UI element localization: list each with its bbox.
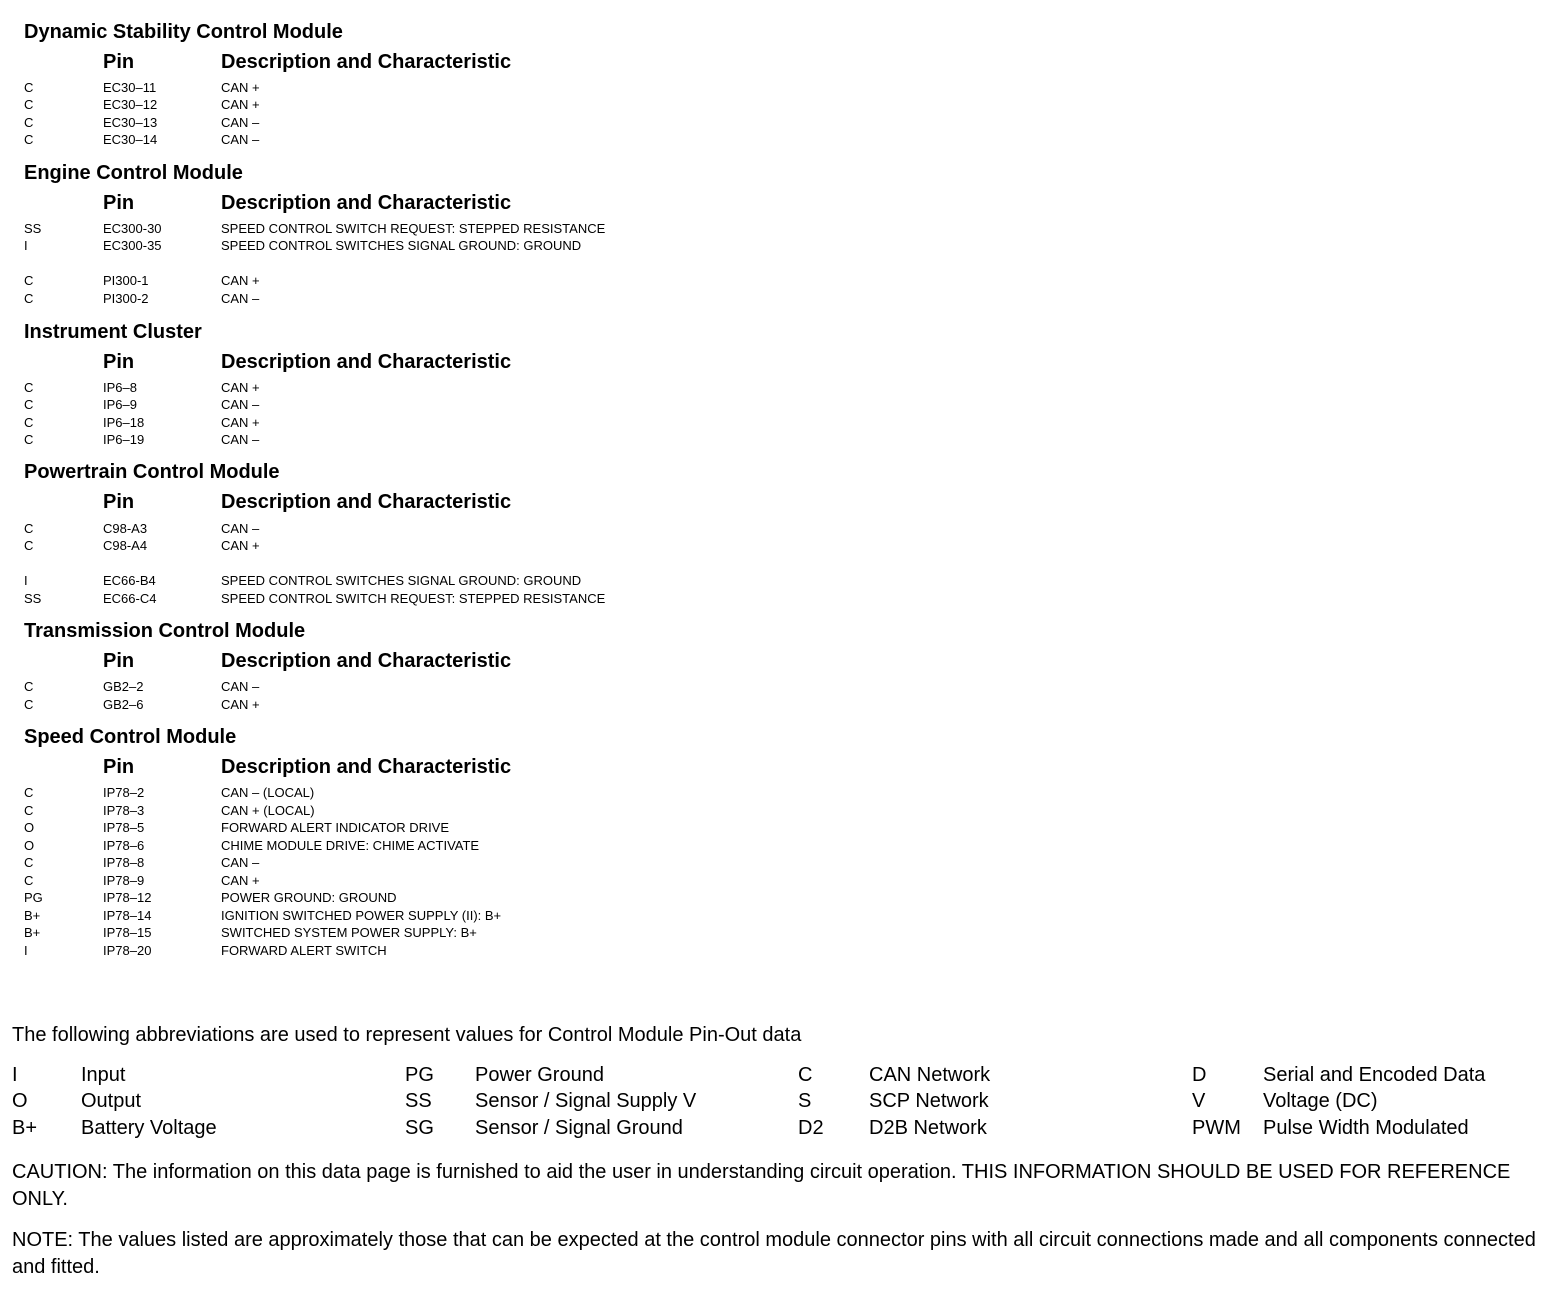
module-title: Speed Control Module [24,726,237,748]
pin-id: IP78–8 [103,855,145,870]
pin-description: SWITCHED SYSTEM POWER SUPPLY: B+ [221,925,477,940]
pin-id: EC30–14 [103,132,158,147]
abbreviation-code: PG [405,1064,434,1086]
pin-type: C [24,855,34,870]
pin-id: IP78–3 [103,803,145,818]
abbreviations-legend [0,1062,1568,1142]
pin-description: CAN + [221,538,260,553]
pin-id: GB2–6 [103,697,144,712]
abbreviation-code: S [798,1090,812,1112]
pin-type: C [24,538,34,553]
pin-id: IP78–12 [103,890,152,905]
pin-type: C [24,273,34,288]
pin-type: C [24,697,34,712]
pin-type: C [24,97,34,112]
reference-note: NOTE: The values listed are approximately those that can be expected at the control module connector pins with all circuit connections made and all components connected and fitted. [12,1229,1536,1278]
pin-description: CAN – [221,115,260,130]
abbreviation-code: B+ [12,1117,38,1139]
pin-column-header: Pin [103,51,135,73]
module-title: Instrument Cluster [24,321,202,343]
pin-description: CAN – [221,132,260,147]
pin-description: SPEED CONTROL SWITCH REQUEST: STEPPED RESISTANCE [221,221,606,236]
pin-type: SS [24,221,42,236]
pin-type: C [24,785,34,800]
description-column-header: Description and Characteristic [221,351,512,373]
pin-id: IP78–6 [103,838,145,853]
abbreviation-code: PWM [1192,1117,1241,1139]
pin-id: IP78–5 [103,820,145,835]
pin-description: CAN – [221,855,260,870]
pin-description: CAN + [221,697,260,712]
pin-description: CAN + (LOCAL) [221,803,315,818]
pin-id: EC300-35 [103,238,162,253]
abbreviation-meaning: Power Ground [475,1064,604,1086]
pin-type: B+ [24,908,41,923]
abbreviation-meaning: Sensor / Signal Supply V [475,1090,697,1112]
pin-type: C [24,380,34,395]
pin-id: IP78–14 [103,908,152,923]
pin-id: C98-A3 [103,521,148,536]
pin-description: IGNITION SWITCHED POWER SUPPLY (II): B+ [221,908,502,923]
pin-id: IP78–15 [103,925,152,940]
pin-id: EC66-C4 [103,591,157,606]
pin-description: CAN + [221,873,260,888]
abbreviation-code: D [1192,1064,1207,1086]
pin-type: I [24,573,28,588]
pin-type: C [24,521,34,536]
abbreviation-code: SG [405,1117,434,1139]
abbreviation-code: D2 [798,1117,824,1139]
pin-description: CAN + [221,97,260,112]
description-column-header: Description and Characteristic [221,491,512,513]
pin-id: GB2–2 [103,679,144,694]
abbreviation-meaning: SCP Network [869,1090,989,1112]
pin-id: EC30–12 [103,97,158,112]
pin-type: C [24,873,34,888]
abbreviations-intro: The following abbreviations are used to represent values for Control Module Pin-Out data [12,1024,802,1046]
abbreviation-meaning: Pulse Width Modulated [1263,1117,1469,1139]
pin-type: SS [24,591,42,606]
abbreviation-meaning: D2B Network [869,1117,987,1139]
pin-type: C [24,291,34,306]
pin-column-header: Pin [103,756,135,778]
module-title: Engine Control Module [24,162,243,184]
pin-description: CAN + [221,80,260,95]
pin-id: IP6–18 [103,415,145,430]
pin-id: IP78–2 [103,785,145,800]
pin-id: IP6–8 [103,380,137,395]
pin-description: CAN – [221,397,260,412]
abbreviation-meaning: Sensor / Signal Ground [475,1117,683,1139]
pin-type: C [24,803,34,818]
pin-type: C [24,132,34,147]
pin-description: CAN – [221,521,260,536]
description-column-header: Description and Characteristic [221,756,512,778]
pin-type: C [24,432,34,447]
abbreviation-meaning: Voltage (DC) [1263,1090,1378,1112]
pin-description: CAN – [221,291,260,306]
pin-description: CAN + [221,273,260,288]
abbreviation-code: I [12,1064,18,1086]
abbreviation-code: C [798,1064,813,1086]
pin-type: C [24,80,34,95]
pin-description: SPEED CONTROL SWITCH REQUEST: STEPPED RESISTANCE [221,591,606,606]
pin-column-header: Pin [103,650,135,672]
pin-type: C [24,397,34,412]
pin-description: POWER GROUND: GROUND [221,890,397,905]
pin-id: C98-A4 [103,538,148,553]
module-title: Transmission Control Module [24,620,306,642]
abbreviation-meaning: Serial and Encoded Data [1263,1064,1486,1086]
pin-description: CAN – [221,679,260,694]
pin-id: PI300-2 [103,291,149,306]
pin-description: CAN + [221,415,260,430]
pin-description: CAN – (LOCAL) [221,785,315,800]
pin-type: O [24,820,35,835]
pin-type: O [24,838,35,853]
pin-id: EC30–11 [103,80,157,95]
pin-id: EC300-30 [103,221,162,236]
pin-description: FORWARD ALERT SWITCH [221,943,387,958]
abbreviation-meaning: Input [81,1064,126,1086]
description-column-header: Description and Characteristic [221,650,512,672]
abbreviation-code: SS [405,1090,432,1112]
abbreviation-meaning: CAN Network [869,1064,991,1086]
pin-column-header: Pin [103,351,135,373]
pin-column-header: Pin [103,491,135,513]
pin-description: SPEED CONTROL SWITCHES SIGNAL GROUND: GROUND [221,573,582,588]
pin-id: EC30–13 [103,115,158,130]
pin-id: IP78–20 [103,943,152,958]
description-column-header: Description and Characteristic [221,51,512,73]
abbreviation-meaning: Battery Voltage [81,1117,217,1139]
pin-description: CAN + [221,380,260,395]
pin-type: C [24,415,34,430]
pin-id: PI300-1 [103,273,149,288]
pin-id: EC66-B4 [103,573,156,588]
pin-type: C [24,679,34,694]
pin-description: SPEED CONTROL SWITCHES SIGNAL GROUND: GROUND [221,238,582,253]
abbreviation-code: O [12,1090,28,1112]
pin-description: FORWARD ALERT INDICATOR DRIVE [221,820,450,835]
pin-id: IP6–19 [103,432,145,447]
pin-description: CAN – [221,432,260,447]
pin-description: CHIME MODULE DRIVE: CHIME ACTIVATE [221,838,480,853]
pin-type: I [24,943,28,958]
pin-type: PG [24,890,43,905]
pin-type: C [24,115,34,130]
module-title: Dynamic Stability Control Module [24,21,343,43]
pin-type: I [24,238,28,253]
description-column-header: Description and Characteristic [221,192,512,214]
caution-note: CAUTION: The information on this data page is furnished to aid the user in understanding circuit operation. THIS INFORMATION SHOULD BE USED FOR REFERENCE ONLY. [12,1161,1511,1210]
pin-column-header: Pin [103,192,135,214]
module-title: Powertrain Control Module [24,461,280,483]
pin-id: IP6–9 [103,397,137,412]
pin-type: B+ [24,925,41,940]
pin-id: IP78–9 [103,873,145,888]
abbreviation-meaning: Output [81,1090,142,1112]
abbreviation-code: V [1192,1090,1206,1112]
